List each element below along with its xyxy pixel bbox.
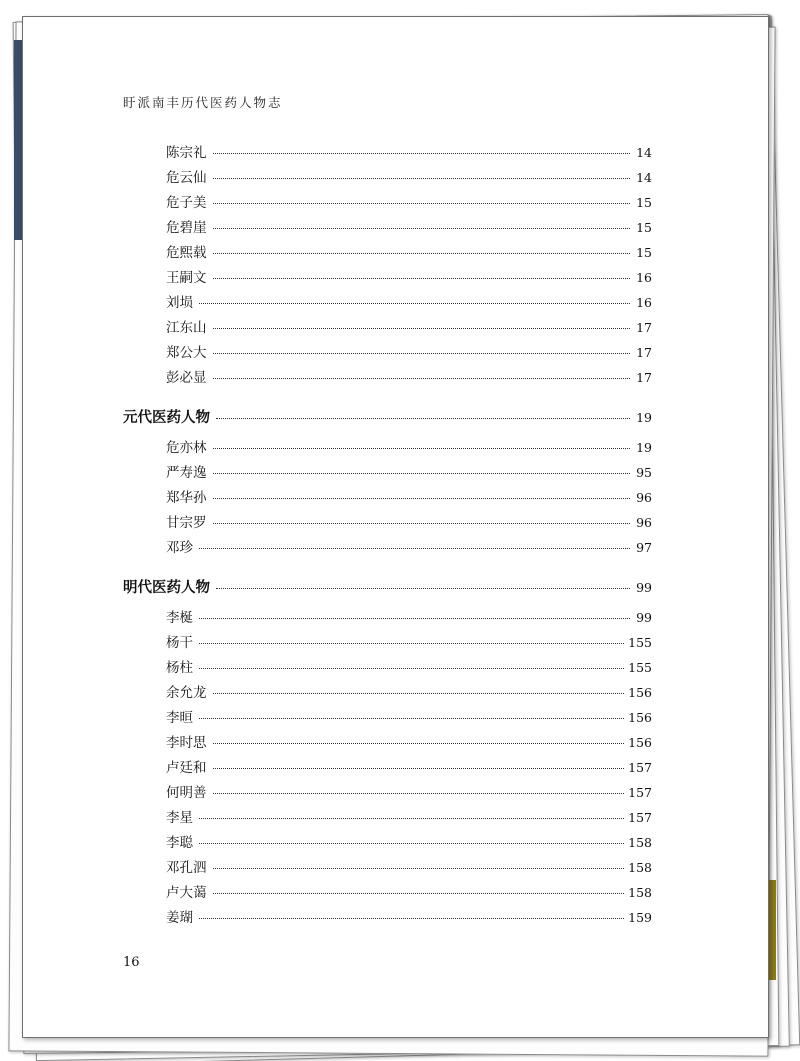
dot-leader: [213, 253, 631, 254]
toc-entry-page: 15: [636, 195, 652, 210]
toc-entry-page: 156: [628, 735, 652, 750]
toc-entry-page: 97: [636, 540, 652, 555]
toc-entry-name: 甘宗罗: [166, 515, 207, 531]
toc-entry: [166, 681, 652, 701]
toc-entry-page: 17: [636, 370, 652, 385]
toc-entry-page: 96: [636, 490, 652, 505]
toc-entry: [166, 486, 652, 506]
toc-entry-page: 19: [636, 410, 652, 425]
toc-entry-page: 17: [636, 345, 652, 360]
toc-entry-name: 陈宗礼: [166, 145, 207, 161]
toc-entry: [166, 291, 652, 311]
toc-entry: [166, 366, 652, 386]
cover-edge: [14, 40, 22, 240]
toc-entry: [166, 606, 652, 626]
toc-entry-name: 王嗣文: [166, 270, 207, 286]
toc-entry-page: 158: [628, 835, 652, 850]
dot-leader: [199, 718, 624, 719]
toc-entry: [166, 266, 652, 286]
toc-entry-name: 李聪: [166, 835, 193, 851]
toc-entry-page: 14: [636, 170, 652, 185]
dot-leader: [213, 178, 631, 179]
toc-entry-page: 157: [628, 810, 652, 825]
toc-entry: [166, 656, 652, 676]
toc-entry-name: 邓珍: [166, 540, 193, 556]
toc-entry-page: 156: [628, 710, 652, 725]
dot-leader: [213, 328, 631, 329]
dot-leader: [199, 668, 624, 669]
dot-leader: [216, 418, 630, 419]
toc-entry-name: 杨柱: [166, 660, 193, 676]
toc-section-heading: [123, 576, 652, 596]
toc-entry-name: 余允龙: [166, 685, 207, 701]
page-number: 16: [123, 955, 140, 970]
toc-entry: [166, 241, 652, 261]
dot-leader: [199, 918, 624, 919]
toc-entry-name: 郑华孙: [166, 490, 207, 506]
toc-entry-name: 明代医药人物: [123, 579, 210, 596]
toc-entry-page: 17: [636, 320, 652, 335]
toc-entry: [166, 216, 652, 236]
dot-leader: [213, 793, 625, 794]
dot-leader: [213, 868, 625, 869]
toc-entry-name: 彭必显: [166, 370, 207, 386]
toc-entry: [166, 831, 652, 851]
toc-entry-name: 杨干: [166, 635, 193, 651]
toc-entry-page: 158: [628, 885, 652, 900]
dot-leader: [213, 153, 631, 154]
toc-entry-name: 姜瑚: [166, 910, 193, 926]
toc-entry-page: 14: [636, 145, 652, 160]
toc-entry-page: 15: [636, 220, 652, 235]
dot-leader: [213, 353, 631, 354]
toc-entry: [166, 461, 652, 481]
dot-leader: [199, 818, 624, 819]
toc-entry-name: 邓孔泗: [166, 860, 207, 876]
dot-leader: [213, 203, 631, 204]
toc-entry-name: 严寿逸: [166, 465, 207, 481]
toc-entry-page: 157: [628, 785, 652, 800]
toc-entry-name: 卢大蔼: [166, 885, 207, 901]
toc-entry-name: 危熙载: [166, 245, 207, 261]
toc-entry-page: 157: [628, 760, 652, 775]
dot-leader: [199, 843, 624, 844]
toc-entry: [166, 756, 652, 776]
toc-entry-page: 156: [628, 685, 652, 700]
dot-leader: [199, 303, 630, 304]
toc-entry-name: 江东山: [166, 320, 207, 336]
toc-entry: [166, 316, 652, 336]
toc-entry-name: 李时思: [166, 735, 207, 751]
toc-entry-name: 刘埙: [166, 295, 193, 311]
toc-entry: [166, 536, 652, 556]
toc-entry-page: 99: [636, 610, 652, 625]
toc-entry-name: 危子美: [166, 195, 207, 211]
dot-leader: [213, 693, 625, 694]
toc-entry-page: 155: [628, 635, 652, 650]
toc-entry: [166, 511, 652, 531]
toc-entry-name: 元代医药人物: [123, 409, 210, 426]
toc-entry-name: 何明善: [166, 785, 207, 801]
toc-entry-page: 15: [636, 245, 652, 260]
toc-entry-page: 16: [636, 295, 652, 310]
toc-entry: [166, 191, 652, 211]
dot-leader: [213, 228, 631, 229]
dot-leader: [216, 588, 630, 589]
dot-leader: [213, 498, 631, 499]
dot-leader: [213, 743, 625, 744]
toc-entry-name: 李星: [166, 810, 193, 826]
toc-entry: [166, 631, 652, 651]
toc-entry-page: 159: [628, 910, 652, 925]
toc-page: [22, 16, 769, 1038]
toc-entry: [166, 166, 652, 186]
toc-entry-page: 16: [636, 270, 652, 285]
toc-entry: [166, 781, 652, 801]
toc-entry: [166, 856, 652, 876]
toc-entry-page: 155: [628, 660, 652, 675]
dot-leader: [199, 643, 624, 644]
toc-entry: [166, 706, 652, 726]
dot-leader: [213, 278, 631, 279]
toc-entry: [166, 141, 652, 161]
toc-section-heading: [123, 406, 652, 426]
toc-entry-page: 95: [636, 465, 652, 480]
toc-entry: [166, 341, 652, 361]
toc-entry-page: 96: [636, 515, 652, 530]
toc-entry-name: 危云仙: [166, 170, 207, 186]
running-head: 盱派南丰历代医药人物志: [123, 95, 283, 110]
toc-entry: [166, 436, 652, 456]
toc-entry: [166, 731, 652, 751]
dot-leader: [213, 473, 631, 474]
toc-entry-name: 郑公大: [166, 345, 207, 361]
dot-leader: [213, 768, 625, 769]
toc-entry-name: 危亦林: [166, 440, 207, 456]
dot-leader: [213, 448, 631, 449]
toc-entry: [166, 881, 652, 901]
toc-entry-page: 99: [636, 580, 652, 595]
toc-entry: [166, 906, 652, 926]
toc-entry-page: 19: [636, 440, 652, 455]
toc-entry-name: 危碧崖: [166, 220, 207, 236]
dot-leader: [199, 618, 630, 619]
toc-entry-name: 李晅: [166, 710, 193, 726]
dot-leader: [213, 893, 625, 894]
toc-entry-page: 158: [628, 860, 652, 875]
dot-leader: [213, 378, 631, 379]
dot-leader: [199, 548, 630, 549]
toc-entry-name: 李梴: [166, 610, 193, 626]
toc-entry-name: 卢廷和: [166, 760, 207, 776]
toc-entry: [166, 806, 652, 826]
dot-leader: [213, 523, 631, 524]
